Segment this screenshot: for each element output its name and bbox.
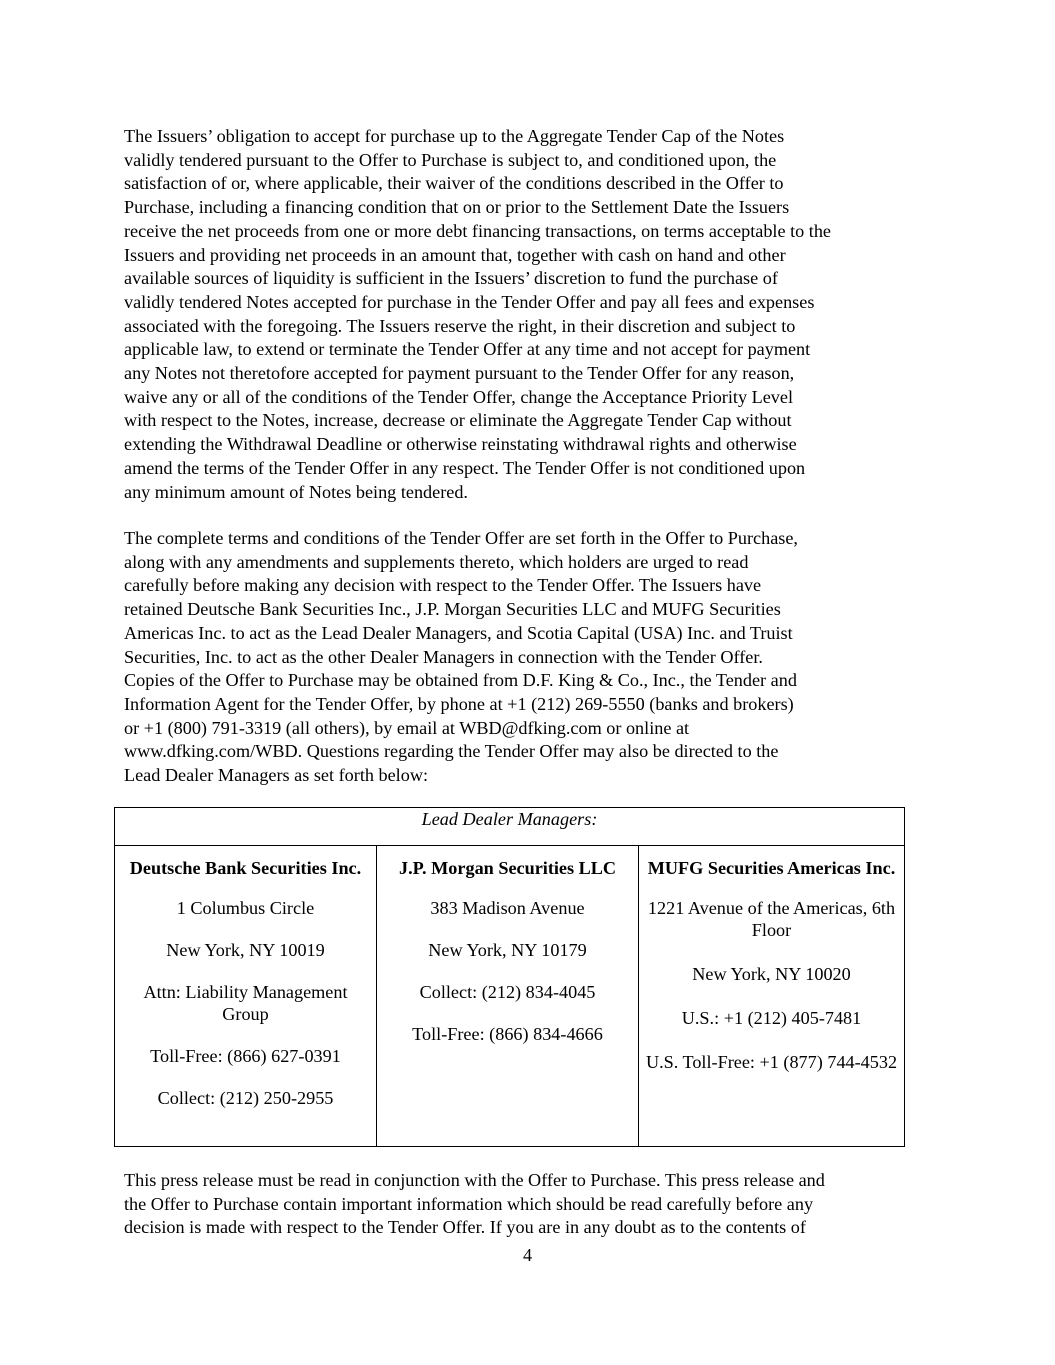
- paragraph-tender-conditions: [124, 125, 934, 504]
- manager-name: Deutsche Bank Securities Inc.: [129, 858, 362, 878]
- text-line: the Offer to Purchase contain important information which should be read carefully before any: [124, 1193, 814, 1214]
- text-line: validly tendered pursuant to the Offer to Purchase is subject to, and conditioned upon, the: [124, 149, 777, 170]
- manager-toll-free: Toll-Free: (866) 627-0391: [150, 1046, 341, 1066]
- text-line: Information Agent for the Tender Offer, by phone at +1 (212) 269-5550 (banks and brokers): [124, 693, 794, 714]
- manager-column-deutsche-bank: [115, 846, 377, 1146]
- text-line: associated with the foregoing. The Issuers reserve the right, in their discretion and subject to: [124, 315, 796, 336]
- manager-collect: Collect: (212) 834-4045: [419, 982, 596, 1002]
- manager-attention: Attn: Liability Management Group: [143, 982, 348, 1024]
- text-line: or +1 (800) 791-3319 (all others), by email at WBD@dfking.com or online at: [124, 717, 690, 738]
- paragraph-press-release-notice: [124, 1169, 934, 1240]
- text-line: The complete terms and conditions of the Tender Offer are set forth in the Offer to Purchase,: [124, 528, 798, 548]
- manager-city: New York, NY 10019: [166, 940, 325, 960]
- page-number: 4: [522, 1245, 533, 1265]
- text-line: applicable law, to extend or terminate the Tender Offer at any time and not accept for payment: [124, 339, 811, 360]
- text-line: www.dfking.com/WBD. Questions regarding the Tender Offer may also be directed to the: [124, 741, 779, 762]
- manager-column-mufg: [639, 846, 904, 1146]
- text-line: The Issuers’ obligation to accept for purchase up to the Aggregate Tender Cap of the Notes: [124, 126, 785, 146]
- text-line: any Notes not theretofore accepted for payment pursuant to the Tender Offer for any reason,: [124, 363, 795, 384]
- text-line: satisfaction of or, where applicable, their waiver of the conditions described in the Offer to: [124, 173, 784, 194]
- text-line: available sources of liquidity is sufficient in the Issuers’ discretion to fund the purchase of: [124, 268, 778, 289]
- manager-us-phone: U.S.: +1 (212) 405-7481: [681, 1008, 862, 1028]
- text-line: along with any amendments and supplements thereto, which holders are urged to read: [124, 551, 749, 572]
- text-line: Securities, Inc. to act as the other Dealer Managers in connection with the Tender Offer.: [124, 646, 763, 667]
- manager-toll-free: U.S. Toll-Free: +1 (877) 744-4532: [645, 1052, 898, 1072]
- text-line: This press release must be read in conjunction with the Offer to Purchase. This press release and: [124, 1170, 825, 1190]
- text-line: Issuers and providing net proceeds in an amount that, together with cash on hand and other: [124, 244, 786, 265]
- text-line: Americas Inc. to act as the Lead Dealer Managers, and Scotia Capital (USA) Inc. and Truist: [124, 622, 793, 643]
- text-line: Purchase, including a financing condition that on or prior to the Settlement Date the Issuers: [124, 197, 790, 218]
- manager-column-jp-morgan: [377, 846, 639, 1146]
- manager-name: MUFG Securities Americas Inc.: [647, 858, 896, 878]
- manager-collect: Collect: (212) 250-2955: [157, 1088, 334, 1108]
- text-line: any minimum amount of Notes being tendered.: [124, 481, 468, 502]
- table-caption: [115, 808, 904, 846]
- text-line: carefully before making any decision with respect to the Tender Offer. The Issuers have: [124, 575, 762, 596]
- manager-city: New York, NY 10020: [692, 964, 851, 984]
- text-line: amend the terms of the Tender Offer in any respect. The Tender Offer is not conditioned upon: [124, 457, 806, 478]
- paragraph-terms-and-contacts: [124, 527, 934, 788]
- lead-dealer-managers-table: [114, 807, 905, 1147]
- text-line: decision is made with respect to the Tender Offer. If you are in any doubt as to the contents of: [124, 1217, 806, 1238]
- text-line: extending the Withdrawal Deadline or otherwise reinstating withdrawal rights and otherwise: [124, 434, 797, 455]
- text-line: retained Deutsche Bank Securities Inc., J.P. Morgan Securities LLC and MUFG Securities: [124, 599, 781, 620]
- manager-toll-free: Toll-Free: (866) 834-4666: [412, 1024, 603, 1044]
- text-line: Copies of the Offer to Purchase may be obtained from D.F. King & Co., Inc., the Tender and: [124, 670, 797, 691]
- manager-address: 383 Madison Avenue: [430, 898, 585, 918]
- text-line: receive the net proceeds from one or more debt financing transactions, on terms acceptable to the: [124, 220, 832, 241]
- manager-address: 1221 Avenue of the Americas, 6th Floor: [647, 898, 896, 940]
- manager-name: J.P. Morgan Securities LLC: [398, 858, 617, 878]
- table-caption-text: Lead Dealer Managers:: [421, 809, 598, 829]
- text-line: waive any or all of the conditions of the Tender Offer, change the Acceptance Priority Level: [124, 386, 794, 407]
- text-line: Lead Dealer Managers as set forth below:: [124, 765, 429, 786]
- text-line: with respect to the Notes, increase, decrease or eliminate the Aggregate Tender Cap without: [124, 410, 792, 431]
- manager-city: New York, NY 10179: [428, 940, 587, 960]
- text-line: validly tendered Notes accepted for purchase in the Tender Offer and pay all fees and expenses: [124, 291, 815, 312]
- manager-address: 1 Columbus Circle: [176, 898, 315, 918]
